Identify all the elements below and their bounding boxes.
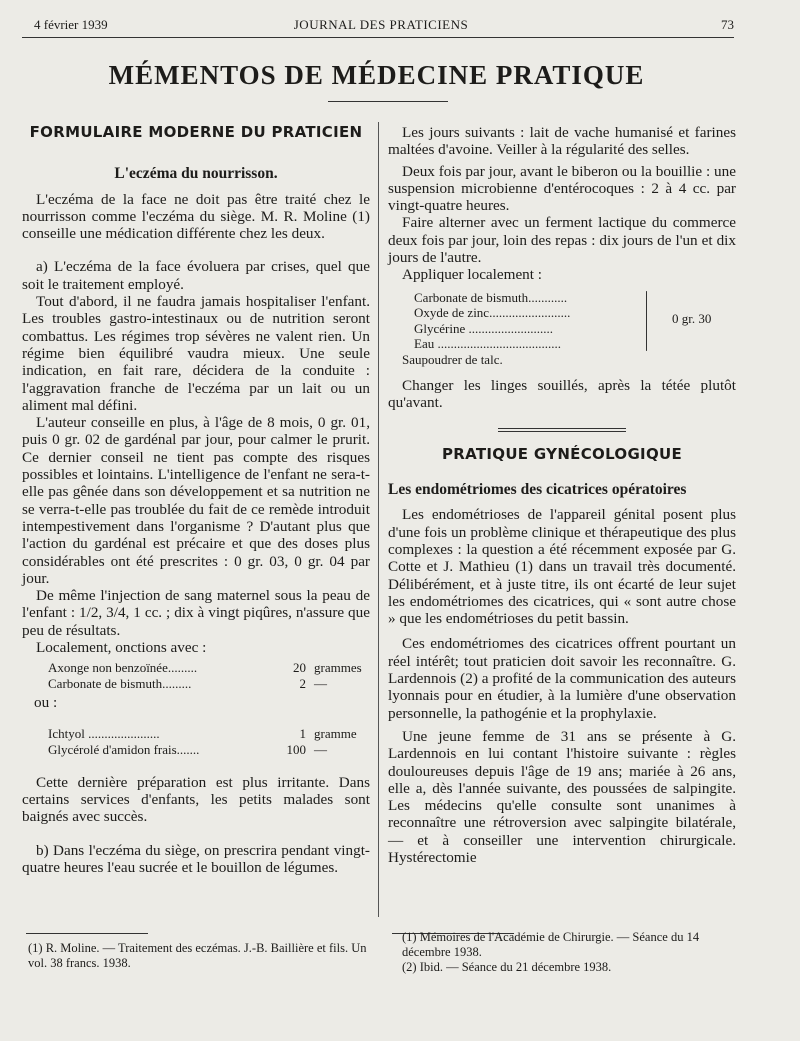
ingredient-qty: 100 [286, 741, 306, 757]
paragraph: Les jours suivants : lait de vache humanisé et farines maltées d'avoine. Veiller à la régularité des selles. [388, 124, 736, 159]
paragraph: Tout d'abord, il ne faudra jamais hospitaliser l'enfant. Les troubles gastro-intestinaux ou de nutrition seront combattus. Les régimes trop sévères ne valent rien. Un régime bien équilibré vaudra mieux. Une seule indication, en fait rare, décidera de la conduite : l'aggravation franche de l'eczéma par un lait ou un aliment mal défini. [22, 293, 370, 414]
article-subtitle-endometriomes: Les endométriomes des cicatrices opératoires [388, 481, 687, 499]
running-header [28, 17, 734, 37]
footnote-right-1: (1) Mémoires de l'Académie de Chirurgie. — Séance du 14 décembre 1938. [402, 930, 700, 959]
section-separator [498, 428, 626, 432]
ingredient-note: Saupoudrer de talc. [402, 351, 503, 367]
paragraph: L'eczéma de la face ne doit pas être traité chez le nourrisson comme l'eczéma du siège. M. R. Moline (1) conseille une médication différente chez les deux. [22, 190, 370, 243]
paragraph: a) L'eczéma de la face évoluera par crises, quel que soit le traitement employé. [22, 258, 370, 293]
prescription-table-2 [48, 726, 370, 758]
prescription-row [48, 726, 370, 742]
paragraph: Cette dernière préparation est plus irritante. Dans certains services d'enfants, les petits malades sont baignés avec succès. [22, 773, 370, 826]
paragraph: Deux fois par jour, avant le biberon ou la bouillie : une suspension microbienne d'entérocoques : 2 à 4 cc. par vingt-quatre heures. [388, 162, 736, 215]
paragraph: Ces endométriomes des cicatrices offrent pourtant un réel intérêt; tout praticien doit savoir les reconnaître. G. Lardennois (2) a profité de la communication des auteurs lyonnais pour en étudier, à la lumière d'une observation personnelle, la pathogénie et la prophylaxie. [388, 635, 736, 722]
ingredient-unit: — [314, 741, 327, 757]
left-column [22, 124, 370, 876]
header-rule [22, 37, 734, 38]
paragraph: L'auteur conseille en plus, à l'âge de 8 mois, 0 gr. 01, puis 0 gr. 02 de gardénal par jour, pour calmer le prurit. Ce dernier conseil ne tient pas compte des risques possibles et lointains. L'intelligence de l'enfant ne sera-t-elle pas gênée dans son développement et sa nutrition ne se verra-t-elle pas troublée du fait de ce remède introduit intempestivement dans l'organisme ? D'autant plus que l'action du gardénal est précaire et que des doses plus considérables ont été prescrites : 0 gr. 03, 0 gr. 04 par jour. [22, 414, 370, 587]
section-title-gynecologie: PRATIQUE GYNÉCOLOGIQUE [441, 444, 683, 463]
right-column [388, 124, 736, 866]
ingredient-unit: grammes [314, 660, 362, 676]
ingredient-dose: 0 gr. 30 [672, 310, 712, 326]
ingredient-qty: 1 [299, 725, 306, 741]
paragraph: Localement, onctions avec : [36, 639, 207, 657]
paragraph: b) Dans l'eczéma du siège, on prescrira pendant vingt-quatre heures l'eau sucrée et le bouillon de légumes. [22, 841, 370, 876]
ingredient-name: Carbonate de bismuth......... [48, 676, 192, 692]
prescription-row [48, 742, 370, 758]
paragraph: Une jeune femme de 31 ans se présente à G. Lardennois en lui contant l'histoire suivante : règles douloureuses depuis l'âge de 19 ans; mariée à 26 ans, elle a, dès l'année suivante, des poussées de salpingite. Les médecins qu'elle consulte sont unanimes à reconnaître une rétroversion avec salpingite bilatérale, — et à conseiller une intervention chirurgicale. Hystérectomie [388, 727, 736, 866]
ingredient-name: Axonge non benzoïnée......... [48, 660, 198, 676]
paragraph: De même l'injection de sang maternel sous la peau de l'enfant : 1/2, 3/4, 1 cc. ; dix à vingt piqûres, n'assure que peu de résultats. [22, 587, 370, 639]
prescription-row [48, 676, 370, 692]
prescription-table-3 [402, 289, 736, 368]
footnote-right-2: (2) Ibid. — Séance du 21 décembre 1938. [402, 960, 612, 974]
ingredient-name: Ichtyol ...................... [48, 725, 160, 741]
footnote-left: (1) R. Moline. — Traitement des eczémas. J.-B. Baillière et fils. Un vol. 38 francs. 1938. [28, 941, 367, 970]
paragraph: Faire alterner avec un ferment lactique du commerce deux fois par jour, loin des repas : dix jours de l'un et dix jours de l'autre. [388, 214, 736, 267]
title-rule [328, 101, 448, 102]
prescription-row [48, 660, 370, 676]
page-title: MÉMENTOS DE MÉDECINE PRATIQUE [108, 60, 645, 90]
brace [646, 291, 647, 351]
prescription-table-1 [48, 660, 370, 692]
ingredient-unit: — [314, 676, 327, 692]
ingredient-name: Glycérolé d'amidon frais....... [48, 741, 200, 757]
paragraph: Changer les linges souillés, après la tétée plutôt qu'avant. [388, 377, 736, 412]
ingredient-name: Oxyde de zinc......................... [414, 305, 571, 321]
header-page-number: 73 [721, 17, 734, 32]
ingredient-name: Carbonate de bismuth............ [414, 289, 568, 305]
section-title-formulaire: FORMULAIRE MODERNE DU PRATICIEN [29, 123, 363, 141]
column-divider [378, 122, 379, 917]
paragraph: Appliquer localement : [402, 266, 543, 284]
ingredient-qty: 2 [299, 676, 306, 692]
ingredient-unit: gramme [314, 725, 357, 741]
ingredient-name: Eau ...................................... [414, 336, 561, 352]
or-label: ou : [34, 694, 58, 712]
header-journal: JOURNAL DES PRATICIENS [293, 17, 469, 32]
paragraph: Les endométrioses de l'appareil génital posent plus d'une fois un problème clinique et thérapeutique des plus complexes : la question a été récemment exposée par G. Cotte et J. Mathieu (1) dans un travail très documenté. Délibérément, et à juste titre, ils ont écarté de leur sujet les endométriomes des cicatrices, qui « sont autre chose » que les endométrioses du petit bassin. [388, 506, 736, 628]
footnote-rule-left [26, 933, 148, 934]
article-subtitle-eczema: L'eczéma du nourrisson. [114, 165, 278, 183]
ingredient-name: Glycérine .......................... [414, 320, 554, 336]
ingredient-qty: 20 [293, 660, 306, 676]
header-date: 4 février 1939 [34, 17, 108, 32]
